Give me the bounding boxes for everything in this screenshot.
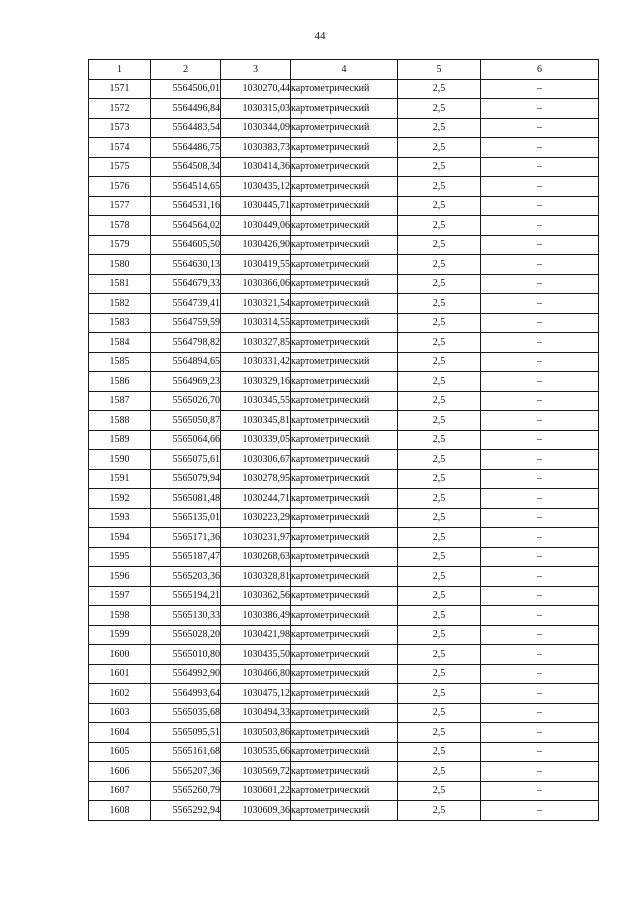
x-coordinate-cell: 5565135,01	[151, 508, 221, 528]
x-coordinate-cell: 5564564,02	[151, 216, 221, 236]
point-number-cell: 1608	[89, 801, 151, 821]
point-number-cell: 1575	[89, 157, 151, 177]
method-cell: картометрический	[291, 138, 398, 158]
point-number-cell: 1602	[89, 684, 151, 704]
point-number-cell: 1604	[89, 723, 151, 743]
point-number-cell: 1605	[89, 742, 151, 762]
accuracy-cell: 2,5	[398, 625, 481, 645]
table-row	[89, 196, 599, 216]
y-coordinate-cell: 1030601,22	[221, 781, 291, 801]
table-row	[89, 742, 599, 762]
method-cell: картометрический	[291, 450, 398, 470]
x-coordinate-cell: 5565075,61	[151, 450, 221, 470]
method-cell: картометрический	[291, 762, 398, 782]
table-row	[89, 703, 599, 723]
accuracy-cell: 2,5	[398, 547, 481, 567]
point-number-cell: 1600	[89, 645, 151, 665]
point-number-cell: 1582	[89, 294, 151, 314]
accuracy-cell: 2,5	[398, 781, 481, 801]
y-coordinate-cell: 1030331,42	[221, 352, 291, 372]
y-coordinate-cell: 1030270,44	[221, 79, 291, 99]
x-coordinate-cell: 5565081,48	[151, 489, 221, 509]
accuracy-cell: 2,5	[398, 352, 481, 372]
y-coordinate-cell: 1030421,98	[221, 625, 291, 645]
point-number-cell: 1598	[89, 606, 151, 626]
table-row	[89, 79, 599, 99]
x-coordinate-cell: 5565260,79	[151, 781, 221, 801]
x-coordinate-cell: 5565203,36	[151, 567, 221, 587]
table-row	[89, 469, 599, 489]
accuracy-cell: 2,5	[398, 274, 481, 294]
method-cell: картометрический	[291, 547, 398, 567]
description-cell: –	[481, 684, 599, 704]
column-header-6: 6	[481, 60, 599, 80]
x-coordinate-cell: 5564992,90	[151, 664, 221, 684]
y-coordinate-cell: 1030278,95	[221, 469, 291, 489]
table-row	[89, 391, 599, 411]
point-number-cell: 1574	[89, 138, 151, 158]
method-cell: картометрический	[291, 294, 398, 314]
x-coordinate-cell: 5565194,21	[151, 586, 221, 606]
description-cell: –	[481, 294, 599, 314]
y-coordinate-cell: 1030466,80	[221, 664, 291, 684]
x-coordinate-cell: 5564531,16	[151, 196, 221, 216]
y-coordinate-cell: 1030503,86	[221, 723, 291, 743]
table-row	[89, 255, 599, 275]
x-coordinate-cell: 5564739,41	[151, 294, 221, 314]
description-cell: –	[481, 781, 599, 801]
y-coordinate-cell: 1030383,73	[221, 138, 291, 158]
description-cell: –	[481, 372, 599, 392]
column-header-3: 3	[221, 60, 291, 80]
header-row	[89, 60, 599, 80]
description-cell: –	[481, 664, 599, 684]
table-row	[89, 547, 599, 567]
description-cell: –	[481, 99, 599, 119]
table-row	[89, 99, 599, 119]
description-cell: –	[481, 79, 599, 99]
point-number-cell: 1597	[89, 586, 151, 606]
y-coordinate-cell: 1030435,12	[221, 177, 291, 197]
y-coordinate-cell: 1030475,12	[221, 684, 291, 704]
y-coordinate-cell: 1030419,55	[221, 255, 291, 275]
x-coordinate-cell: 5564993,64	[151, 684, 221, 704]
y-coordinate-cell: 1030244,71	[221, 489, 291, 509]
point-number-cell: 1594	[89, 528, 151, 548]
description-cell: –	[481, 255, 599, 275]
description-cell: –	[481, 235, 599, 255]
y-coordinate-cell: 1030445,71	[221, 196, 291, 216]
accuracy-cell: 2,5	[398, 216, 481, 236]
table-row	[89, 177, 599, 197]
coordinates-table	[88, 59, 599, 821]
table-row	[89, 567, 599, 587]
point-number-cell: 1606	[89, 762, 151, 782]
y-coordinate-cell: 1030569,72	[221, 762, 291, 782]
table-body	[89, 79, 599, 820]
x-coordinate-cell: 5565187,47	[151, 547, 221, 567]
table-row	[89, 372, 599, 392]
x-coordinate-cell: 5564496,84	[151, 99, 221, 119]
y-coordinate-cell: 1030321,54	[221, 294, 291, 314]
description-cell: –	[481, 703, 599, 723]
column-header-2: 2	[151, 60, 221, 80]
y-coordinate-cell: 1030344,09	[221, 118, 291, 138]
description-cell: –	[481, 586, 599, 606]
method-cell: картометрический	[291, 528, 398, 548]
method-cell: картометрический	[291, 411, 398, 431]
y-coordinate-cell: 1030329,16	[221, 372, 291, 392]
method-cell: картометрический	[291, 196, 398, 216]
y-coordinate-cell: 1030494,33	[221, 703, 291, 723]
method-cell: картометрический	[291, 255, 398, 275]
y-coordinate-cell: 1030314,55	[221, 313, 291, 333]
table-row	[89, 645, 599, 665]
method-cell: картометрический	[291, 333, 398, 353]
method-cell: картометрический	[291, 391, 398, 411]
y-coordinate-cell: 1030345,55	[221, 391, 291, 411]
method-cell: картометрический	[291, 430, 398, 450]
accuracy-cell: 2,5	[398, 528, 481, 548]
table-row	[89, 313, 599, 333]
point-number-cell: 1584	[89, 333, 151, 353]
table-row	[89, 235, 599, 255]
point-number-cell: 1589	[89, 430, 151, 450]
method-cell: картометрический	[291, 645, 398, 665]
point-number-cell: 1587	[89, 391, 151, 411]
description-cell: –	[481, 196, 599, 216]
accuracy-cell: 2,5	[398, 703, 481, 723]
method-cell: картометрический	[291, 216, 398, 236]
point-number-cell: 1593	[89, 508, 151, 528]
point-number-cell: 1579	[89, 235, 151, 255]
point-number-cell: 1572	[89, 99, 151, 119]
method-cell: картометрический	[291, 742, 398, 762]
accuracy-cell: 2,5	[398, 742, 481, 762]
y-coordinate-cell: 1030609,36	[221, 801, 291, 821]
method-cell: картометрический	[291, 352, 398, 372]
description-cell: –	[481, 411, 599, 431]
method-cell: картометрический	[291, 274, 398, 294]
method-cell: картометрический	[291, 118, 398, 138]
description-cell: –	[481, 333, 599, 353]
accuracy-cell: 2,5	[398, 508, 481, 528]
x-coordinate-cell: 5565064,66	[151, 430, 221, 450]
method-cell: картометрический	[291, 177, 398, 197]
description-cell: –	[481, 742, 599, 762]
point-number-cell: 1585	[89, 352, 151, 372]
x-coordinate-cell: 5564506,01	[151, 79, 221, 99]
point-number-cell: 1581	[89, 274, 151, 294]
x-coordinate-cell: 5564630,13	[151, 255, 221, 275]
method-cell: картометрический	[291, 781, 398, 801]
x-coordinate-cell: 5565050,87	[151, 411, 221, 431]
table-row	[89, 625, 599, 645]
x-coordinate-cell: 5565207,36	[151, 762, 221, 782]
x-coordinate-cell: 5564759,59	[151, 313, 221, 333]
table-row	[89, 333, 599, 353]
description-cell: –	[481, 138, 599, 158]
x-coordinate-cell: 5564894,65	[151, 352, 221, 372]
accuracy-cell: 2,5	[398, 489, 481, 509]
x-coordinate-cell: 5565292,94	[151, 801, 221, 821]
x-coordinate-cell: 5564605,50	[151, 235, 221, 255]
description-cell: –	[481, 450, 599, 470]
table-row	[89, 118, 599, 138]
table-row	[89, 489, 599, 509]
accuracy-cell: 2,5	[398, 333, 481, 353]
description-cell: –	[481, 508, 599, 528]
table-row	[89, 684, 599, 704]
method-cell: картометрический	[291, 723, 398, 743]
point-number-cell: 1571	[89, 79, 151, 99]
y-coordinate-cell: 1030268,63	[221, 547, 291, 567]
accuracy-cell: 2,5	[398, 586, 481, 606]
description-cell: –	[481, 469, 599, 489]
y-coordinate-cell: 1030366,06	[221, 274, 291, 294]
table-row	[89, 352, 599, 372]
method-cell: картометрический	[291, 567, 398, 587]
method-cell: картометрический	[291, 664, 398, 684]
page-number: 44	[314, 30, 326, 42]
point-number-cell: 1591	[89, 469, 151, 489]
method-cell: картометрический	[291, 684, 398, 704]
x-coordinate-cell: 5565095,51	[151, 723, 221, 743]
y-coordinate-cell: 1030306,67	[221, 450, 291, 470]
accuracy-cell: 2,5	[398, 99, 481, 119]
method-cell: картометрический	[291, 801, 398, 821]
point-number-cell: 1607	[89, 781, 151, 801]
point-number-cell: 1577	[89, 196, 151, 216]
method-cell: картометрический	[291, 235, 398, 255]
point-number-cell: 1603	[89, 703, 151, 723]
method-cell: картометрический	[291, 625, 398, 645]
x-coordinate-cell: 5564969,23	[151, 372, 221, 392]
accuracy-cell: 2,5	[398, 391, 481, 411]
description-cell: –	[481, 801, 599, 821]
table-row	[89, 294, 599, 314]
table-row	[89, 508, 599, 528]
method-cell: картометрический	[291, 79, 398, 99]
point-number-cell: 1586	[89, 372, 151, 392]
description-cell: –	[481, 489, 599, 509]
y-coordinate-cell: 1030449,06	[221, 216, 291, 236]
point-number-cell: 1599	[89, 625, 151, 645]
accuracy-cell: 2,5	[398, 567, 481, 587]
point-number-cell: 1590	[89, 450, 151, 470]
table-row	[89, 274, 599, 294]
description-cell: –	[481, 216, 599, 236]
method-cell: картометрический	[291, 99, 398, 119]
point-number-cell: 1601	[89, 664, 151, 684]
accuracy-cell: 2,5	[398, 196, 481, 216]
y-coordinate-cell: 1030231,97	[221, 528, 291, 548]
table-row	[89, 157, 599, 177]
x-coordinate-cell: 5565130,33	[151, 606, 221, 626]
description-cell: –	[481, 157, 599, 177]
accuracy-cell: 2,5	[398, 664, 481, 684]
accuracy-cell: 2,5	[398, 684, 481, 704]
description-cell: –	[481, 645, 599, 665]
table-row	[89, 430, 599, 450]
point-number-cell: 1595	[89, 547, 151, 567]
accuracy-cell: 2,5	[398, 430, 481, 450]
accuracy-cell: 2,5	[398, 138, 481, 158]
accuracy-cell: 2,5	[398, 79, 481, 99]
method-cell: картометрический	[291, 508, 398, 528]
point-number-cell: 1596	[89, 567, 151, 587]
accuracy-cell: 2,5	[398, 645, 481, 665]
method-cell: картометрический	[291, 469, 398, 489]
x-coordinate-cell: 5565010,80	[151, 645, 221, 665]
description-cell: –	[481, 430, 599, 450]
y-coordinate-cell: 1030339,05	[221, 430, 291, 450]
table-row	[89, 450, 599, 470]
y-coordinate-cell: 1030315,03	[221, 99, 291, 119]
accuracy-cell: 2,5	[398, 450, 481, 470]
column-header-4: 4	[291, 60, 398, 80]
x-coordinate-cell: 5564514,65	[151, 177, 221, 197]
description-cell: –	[481, 177, 599, 197]
x-coordinate-cell: 5564483,54	[151, 118, 221, 138]
x-coordinate-cell: 5565171,36	[151, 528, 221, 548]
y-coordinate-cell: 1030362,56	[221, 586, 291, 606]
description-cell: –	[481, 762, 599, 782]
x-coordinate-cell: 5564508,34	[151, 157, 221, 177]
point-number-cell: 1583	[89, 313, 151, 333]
accuracy-cell: 2,5	[398, 177, 481, 197]
table-row	[89, 723, 599, 743]
table-row	[89, 762, 599, 782]
table-row	[89, 781, 599, 801]
point-number-cell: 1592	[89, 489, 151, 509]
description-cell: –	[481, 528, 599, 548]
accuracy-cell: 2,5	[398, 606, 481, 626]
y-coordinate-cell: 1030223,29	[221, 508, 291, 528]
x-coordinate-cell: 5564798,82	[151, 333, 221, 353]
method-cell: картометрический	[291, 157, 398, 177]
y-coordinate-cell: 1030328,81	[221, 567, 291, 587]
y-coordinate-cell: 1030327,85	[221, 333, 291, 353]
column-header-1: 1	[89, 60, 151, 80]
y-coordinate-cell: 1030345,81	[221, 411, 291, 431]
table-header	[89, 60, 599, 80]
accuracy-cell: 2,5	[398, 313, 481, 333]
y-coordinate-cell: 1030435,50	[221, 645, 291, 665]
x-coordinate-cell: 5564486,75	[151, 138, 221, 158]
x-coordinate-cell: 5564679,33	[151, 274, 221, 294]
table-row	[89, 528, 599, 548]
description-cell: –	[481, 567, 599, 587]
point-number-cell: 1576	[89, 177, 151, 197]
column-header-5: 5	[398, 60, 481, 80]
description-cell: –	[481, 723, 599, 743]
accuracy-cell: 2,5	[398, 255, 481, 275]
y-coordinate-cell: 1030535,66	[221, 742, 291, 762]
description-cell: –	[481, 606, 599, 626]
accuracy-cell: 2,5	[398, 801, 481, 821]
x-coordinate-cell: 5565035,68	[151, 703, 221, 723]
y-coordinate-cell: 1030386,49	[221, 606, 291, 626]
method-cell: картометрический	[291, 703, 398, 723]
accuracy-cell: 2,5	[398, 294, 481, 314]
description-cell: –	[481, 352, 599, 372]
method-cell: картометрический	[291, 489, 398, 509]
method-cell: картометрический	[291, 606, 398, 626]
accuracy-cell: 2,5	[398, 723, 481, 743]
x-coordinate-cell: 5565028,20	[151, 625, 221, 645]
accuracy-cell: 2,5	[398, 469, 481, 489]
point-number-cell: 1573	[89, 118, 151, 138]
method-cell: картометрический	[291, 372, 398, 392]
point-number-cell: 1588	[89, 411, 151, 431]
description-cell: –	[481, 118, 599, 138]
accuracy-cell: 2,5	[398, 118, 481, 138]
description-cell: –	[481, 625, 599, 645]
y-coordinate-cell: 1030414,36	[221, 157, 291, 177]
table-row	[89, 586, 599, 606]
table-row	[89, 606, 599, 626]
x-coordinate-cell: 5565079,94	[151, 469, 221, 489]
point-number-cell: 1580	[89, 255, 151, 275]
x-coordinate-cell: 5565026,70	[151, 391, 221, 411]
y-coordinate-cell: 1030426,90	[221, 235, 291, 255]
table-row	[89, 411, 599, 431]
accuracy-cell: 2,5	[398, 157, 481, 177]
accuracy-cell: 2,5	[398, 411, 481, 431]
table-row	[89, 664, 599, 684]
method-cell: картометрический	[291, 586, 398, 606]
description-cell: –	[481, 391, 599, 411]
table-row	[89, 216, 599, 236]
accuracy-cell: 2,5	[398, 372, 481, 392]
table-row	[89, 801, 599, 821]
description-cell: –	[481, 313, 599, 333]
accuracy-cell: 2,5	[398, 235, 481, 255]
description-cell: –	[481, 274, 599, 294]
accuracy-cell: 2,5	[398, 762, 481, 782]
x-coordinate-cell: 5565161,68	[151, 742, 221, 762]
description-cell: –	[481, 547, 599, 567]
point-number-cell: 1578	[89, 216, 151, 236]
table-row	[89, 138, 599, 158]
method-cell: картометрический	[291, 313, 398, 333]
